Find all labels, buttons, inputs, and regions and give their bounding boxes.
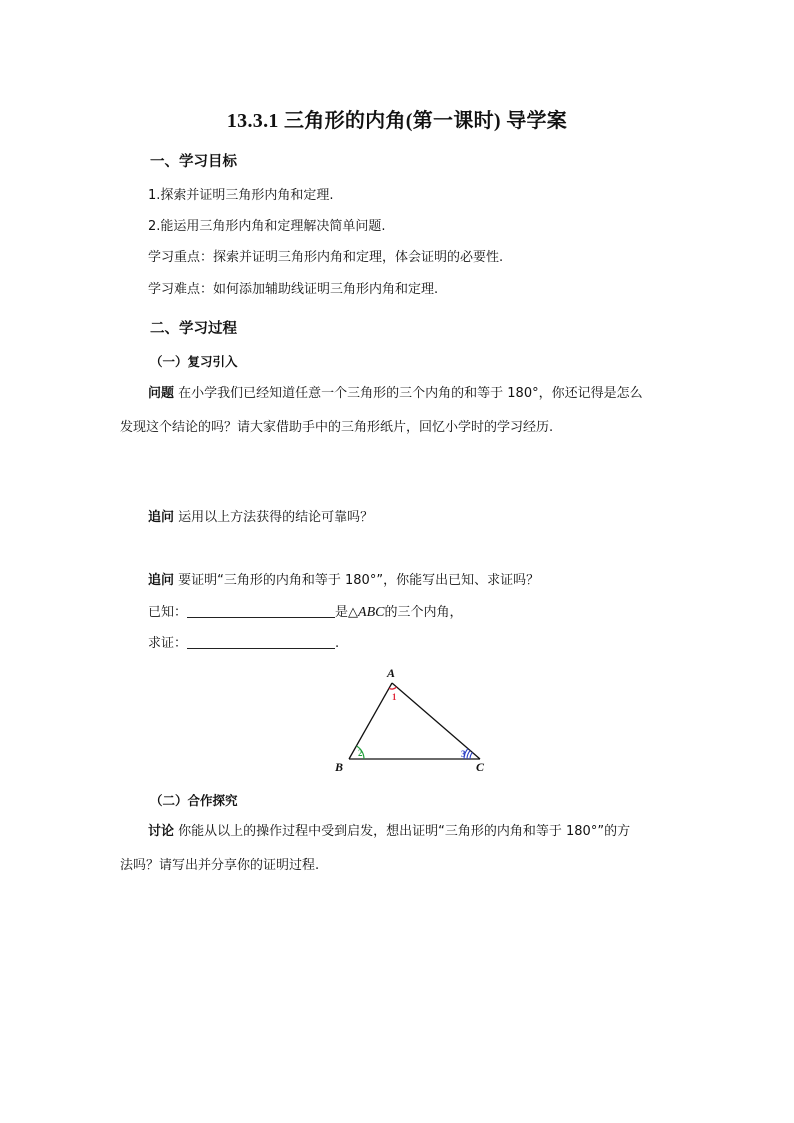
followup-1-text: 运用以上方法获得的结论可靠吗？	[174, 510, 374, 525]
followup-1	[148, 508, 373, 528]
discussion-paragraph	[120, 815, 682, 883]
question-paragraph	[120, 377, 682, 445]
triangle-abc-figure	[325, 662, 495, 777]
followup-2-text: 要证明“三角形的内角和等于 180°”，你能写出已知、求证吗？	[174, 573, 540, 588]
given-after-2: 的三个内角，	[384, 605, 463, 620]
given-after-1: 是△	[335, 605, 359, 620]
side-ab	[349, 683, 392, 759]
subsection-heading-explore: （二）合作探究	[150, 793, 238, 808]
prove-line	[148, 634, 339, 654]
given-label: 已知：	[148, 605, 188, 620]
prove-label: 求证：	[148, 636, 188, 651]
followup-2	[148, 571, 539, 591]
page-title: 13.3.1 三角形的内角(第一课时) 导学案	[226, 110, 568, 132]
side-ac	[392, 683, 480, 759]
angle-label-2: 2	[358, 748, 363, 758]
question-label: 问题	[148, 386, 175, 401]
prove-blank[interactable]	[187, 635, 335, 649]
followup-1-label: 追问	[148, 510, 175, 525]
followup-2-label: 追问	[148, 573, 175, 588]
angle-label-1: 1	[392, 692, 397, 702]
key-point: 学习重点：探索并证明三角形内角和定理，体会证明的必要性.	[148, 250, 504, 265]
difficulty-point: 学习难点：如何添加辅助线证明三角形内角和定理.	[148, 282, 439, 297]
subsection-heading-review: （一）复习引入	[150, 354, 238, 369]
question-line-2: 发现这个结论的吗？请大家借助手中的三角形纸片，回忆小学时的学习经历.	[120, 420, 554, 435]
angle-3-arc-1	[470, 753, 472, 760]
section-heading-objectives: 一、学习目标	[150, 154, 237, 170]
prove-after: .	[335, 636, 340, 651]
vertex-label-a: A	[387, 666, 396, 680]
section-heading-process: 二、学习过程	[150, 321, 237, 337]
vertex-label-b: B	[335, 760, 344, 774]
vertex-label-c: C	[476, 760, 485, 774]
objective-item-2: 2.能运用三角形内角和定理解决简单问题.	[148, 219, 386, 234]
given-abc: ABC	[358, 605, 385, 620]
discussion-line-1: 你能从以上的操作过程中受到启发，想出证明“三角形的内角和等于 180°”的方	[174, 824, 631, 839]
objective-item-1: 1.探索并证明三角形内角和定理.	[148, 188, 334, 203]
given-blank[interactable]	[187, 604, 335, 618]
given-line	[148, 603, 462, 623]
angle-label-3: 3	[461, 749, 466, 759]
discussion-label: 讨论	[148, 824, 175, 839]
discussion-line-2: 法吗？请写出并分享你的证明过程.	[120, 858, 320, 873]
question-line-1: 在小学我们已经知道任意一个三角形的三个内角的和等于 180°，你还记得是怎么	[174, 386, 643, 401]
